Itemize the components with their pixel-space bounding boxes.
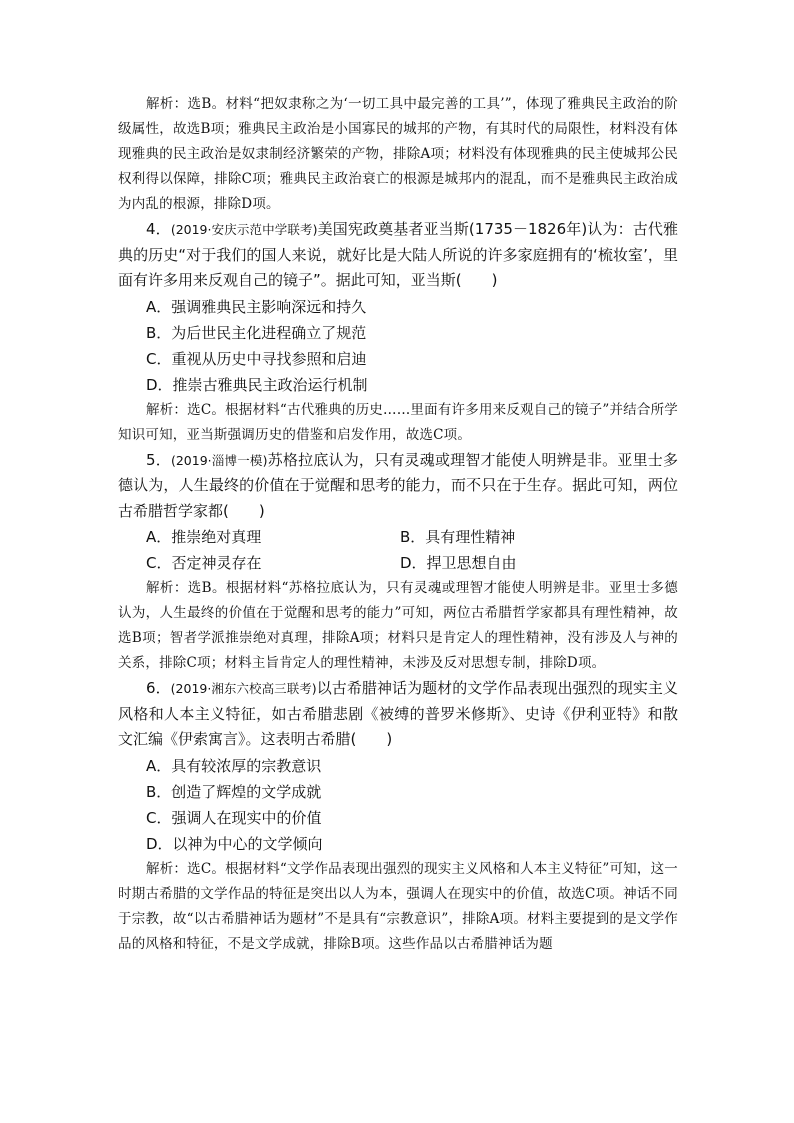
question-6-option-c: C．强调人在现实中的价值 [146,808,322,827]
page-content [118,92,678,957]
question-4-source: (2019·安庆示范中学联考) [170,222,318,237]
question-4-option-c: C．重视从历史中寻找参照和启迪 [146,349,367,368]
question-5-number: 5． [146,450,171,469]
question-4-option-d: D．推崇古雅典民主政治运行机制 [146,375,368,394]
analysis-q3: 解析：选B。材料“把奴隶称之为‘一切工具中最完善的工具’”，体现了雅典民主政治的阶级属性，故选B项；雅典民主政治是小国寡民的城邦的产物，有其时代的局限性，材料没有体现雅典的民主政治是奴隶制经济繁荣的产物，排除A项；材料没有体现雅典的民主使城邦公民权利得以保障，排除C项；雅典民主政治衰亡的根源是城邦内的混乱，而不是雅典民主政治成为内乱的根源，排除D项。 [118,96,678,212]
question-4-number: 4． [146,220,171,238]
question-6-source: (2019·湘东六校高三联考) [170,681,317,696]
question-4-option-a: A．强调雅典民主影响深远和持久 [146,297,367,316]
question-4 [118,217,678,448]
question-5-options [118,524,678,576]
question-5-analysis: 解析：选B。根据材料“苏格拉底认为，只有灵魂或理智才能使人明辨是非。亚里士多德认为，人生最终的价值在于觉醒和思考的能力”可知，两位古希腊哲学家都具有理性精神，故选B项；智者学派推崇绝对真理，排除A项；材料只是肯定人的理性精神，没有涉及人与神的关系，排除C项；材料主旨肯定人的理性精神，未涉及反对思想专制，排除D项。 [118,580,678,671]
question-4-stem: 美国宪政奠基者亚当斯(1735－1826年)认为：古代雅典的历史“对于我们的国人来说，就好比是大陆人所说的许多家庭拥有的‘梳妆室’，里面有许多用来反观自己的镜子”。据此可知，亚当斯( ) [118,220,679,289]
question-6-number: 6． [146,679,171,697]
question-6-analysis: 解析：选C。根据材料“文学作品表现出强烈的现实主义风格和人本主义特征”可知，这一时期古希腊的文学作品的特征是突出以人为本，强调人在现实中的价值，故选C项。神话不同于宗教，故“以古希腊神话为题材”不是具有“宗教意识”，排除A项。材料主要提到的是文学作品的风格和特征，不是文学成就，排除B项。这些作品以古希腊神话为题 [118,860,678,952]
question-6 [118,676,678,957]
question-6-option-d: D．以神为中心的文学倾向 [146,834,323,853]
question-6-stem: 以古希腊神话为题材的文学作品表现出强烈的现实主义风格和人本主义特征，如古希腊悲剧《被缚的普罗米修斯》、史诗《伊利亚特》和散文汇编《伊索寓言》。这表明古希腊( ) [118,679,678,748]
question-4-option-b: B．为后世民主化进程确立了规范 [146,323,367,342]
question-4-options [118,294,678,398]
question-5-stem-paragraph [118,448,678,525]
question-6-option-b: B．创造了辉煌的文学成就 [146,782,322,801]
question-6-options [118,753,678,857]
question-5-stem: 苏格拉底认为，只有灵魂或理智才能使人明辨是非。亚里士多德认为，人生最终的价值在于觉醒和思考的能力，而不只在于生存。据此可知，两位古希腊哲学家都( ) [118,450,678,520]
question-5-option-d: D．捍卫思想自由 [400,554,517,572]
question-5-option-b: B．具有理性精神 [400,528,516,546]
question-4-analysis: 解析：选C。根据材料“古代雅典的历史……里面有许多用来反观自己的镜子”并结合所学知识可知，亚当斯强调历史的借鉴和启发作用，故选C项。 [118,401,678,443]
question-5-source: (2019·淄博一模) [170,452,268,468]
question-5 [118,448,678,677]
question-6-option-a: A．具有较浓厚的宗教意识 [146,756,322,775]
question-5-options-row-2 [118,550,678,576]
question-5-option-c: C．否定神灵存在 [146,554,262,572]
question-5-options-row-1 [118,524,678,550]
question-4-stem-paragraph [118,217,678,294]
question-5-option-a: A．推崇绝对真理 [146,528,262,546]
question-6-stem-paragraph [118,676,678,753]
